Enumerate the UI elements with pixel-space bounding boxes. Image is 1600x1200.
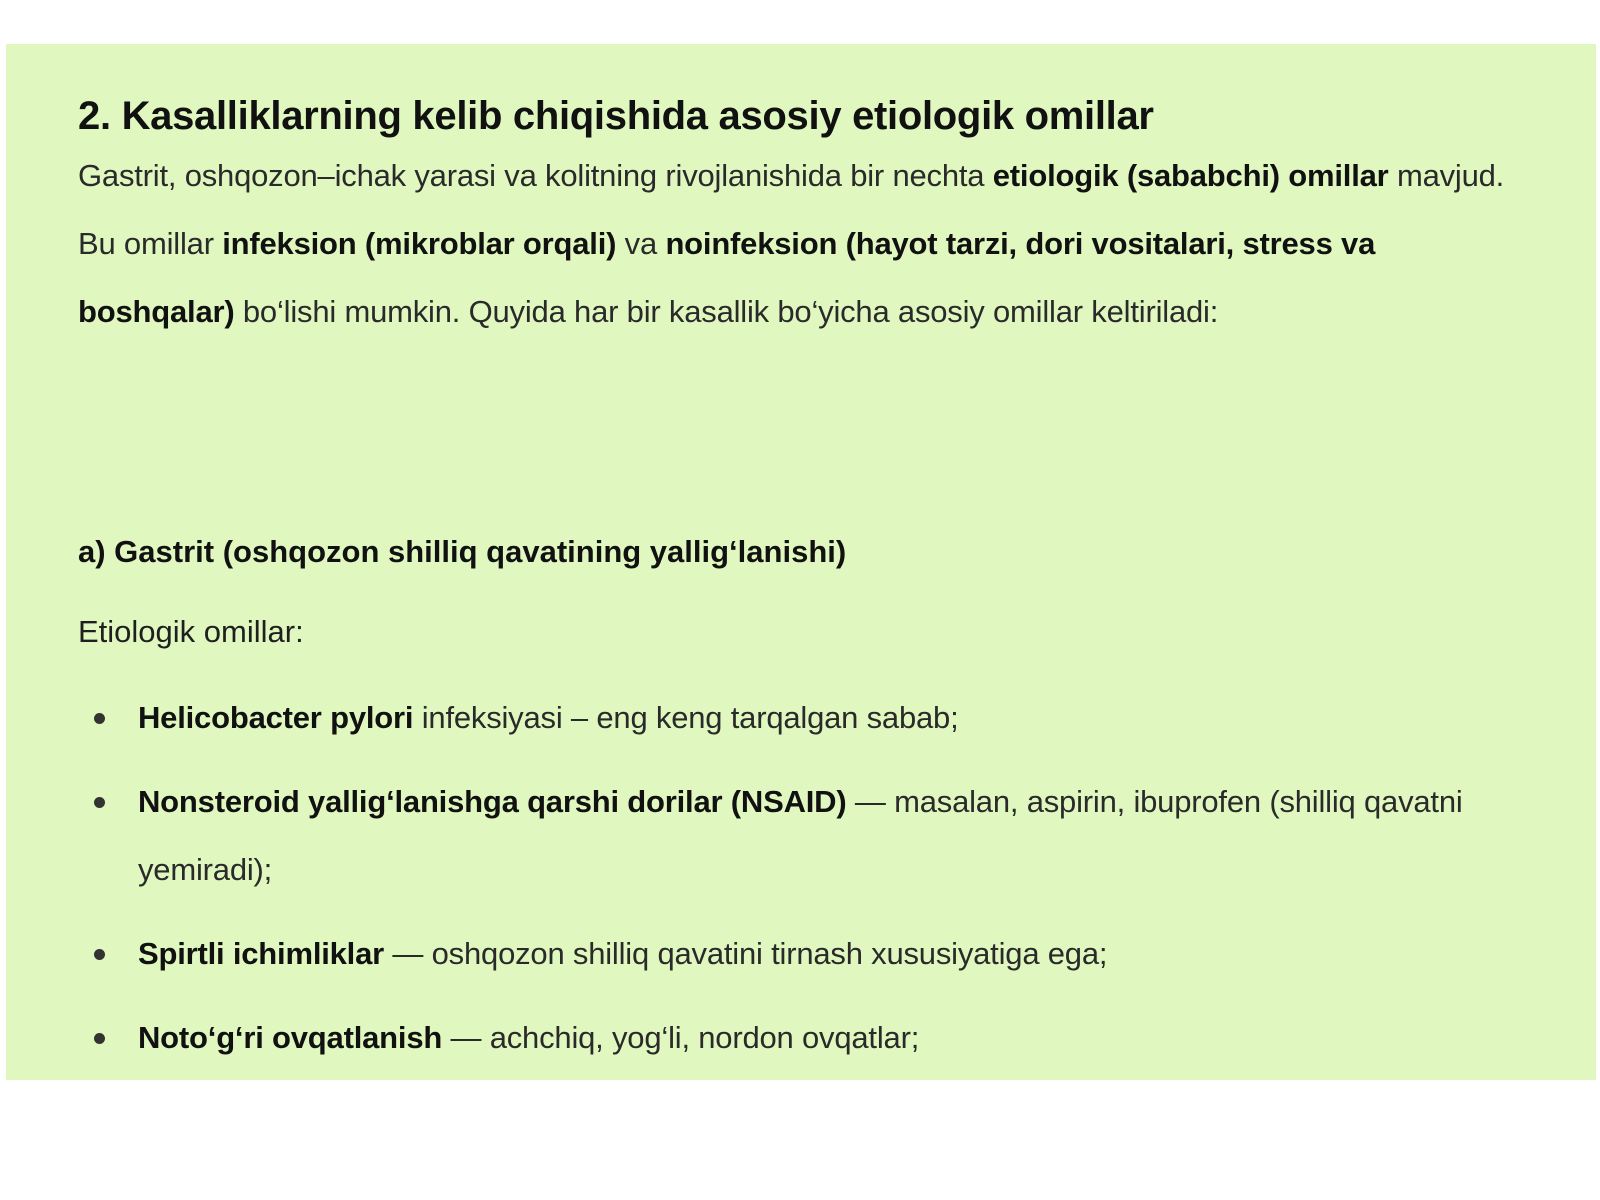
intro-bold-etiologic-factors: etiologik (sababchi) omillar	[992, 158, 1389, 193]
intro-paragraph	[78, 142, 1528, 346]
section-heading-gastritis: a) Gastrit (oshqozon shilliq qavatining yallig‘lanishi)	[78, 534, 847, 569]
bullet-dot-icon	[94, 713, 105, 724]
list-item-term: Helicobacter pylori	[138, 700, 414, 735]
list-item-description: infeksiyasi – eng keng tarqalgan sabab;	[413, 700, 959, 735]
list-item-description: — achchiq, yog‘li, nordon ovqatlar;	[442, 1020, 920, 1055]
intro-bold-noninfectious: noinfeksion (hayot tarzi, dori vositalari, stress va boshqalar)	[78, 226, 1376, 329]
intro-bold-infectious: infeksion (mikroblar orqali)	[222, 226, 617, 261]
page-title: 2. Kasalliklarning kelib chiqishida asosiy etiologik omillar	[78, 94, 1154, 138]
list-item	[78, 920, 1498, 988]
list-item	[78, 768, 1498, 904]
intro-text-1: Gastrit, oshqozon–ichak yarasi va kolitning rivojlanishida bir nechta	[78, 158, 993, 193]
bullet-dot-icon	[94, 797, 105, 808]
list-item-description: — masalan, aspirin, ibuprofen (shilliq qavatni yemiradi);	[138, 784, 1463, 887]
etiologic-factors-label: Etiologik omillar:	[78, 614, 304, 649]
bullet-dot-icon	[94, 1033, 105, 1044]
intro-text-4: bo‘lishi mumkin. Quyida har bir kasallik bo‘yicha asosiy omillar keltiriladi:	[234, 294, 1219, 329]
intro-text-3: va	[616, 226, 666, 261]
list-item	[78, 684, 1498, 752]
list-item-term: Spirtli ichimliklar	[138, 936, 385, 971]
factor-list	[78, 684, 1498, 1088]
bullet-dot-icon	[94, 949, 105, 960]
slide-panel	[6, 44, 1596, 1080]
list-item-term: Noto‘g‘ri ovqatlanish	[138, 1020, 443, 1055]
list-item-term: Nonsteroid yallig‘lanishga qarshi dorilar (NSAID)	[138, 784, 847, 819]
list-item	[78, 1004, 1498, 1072]
list-item-description: — oshqozon shilliq qavatini tirnash xususiyatiga ega;	[384, 936, 1108, 971]
intro-text-2: mavjud. Bu omillar	[78, 158, 1505, 261]
